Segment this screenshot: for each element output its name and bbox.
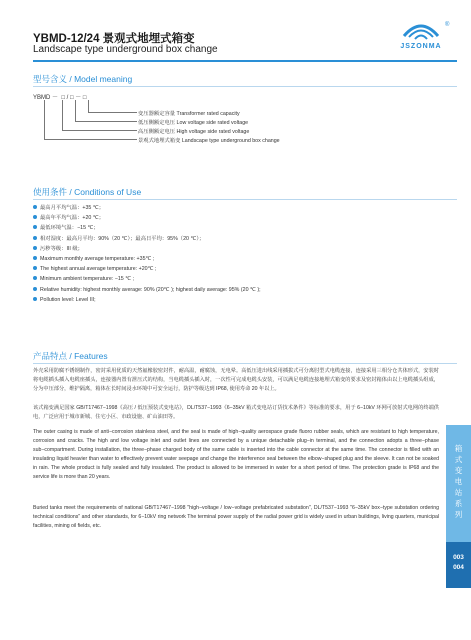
conditions-list-en [33, 254, 261, 305]
bullet-icon [33, 266, 37, 270]
model-heading: 型号含义 / Model meaning [33, 74, 133, 84]
list-item: The highest annual average temperature: +20℃ ; [33, 264, 261, 274]
list-item: 污秽等级：III 级； [33, 244, 204, 254]
bullet-icon [33, 215, 37, 219]
list-item: 最低环境气温：−15 ℃； [33, 223, 204, 233]
list-item: Maximum monthly average temperature: +35℃ ; [33, 254, 261, 264]
series-side-tab [446, 425, 471, 553]
features-paragraph-en: Buried tanks meet the requirements of national GB/T17467−1998 "high−voltage / low−voltage prefabricated substation", DL/T537−1993 "6−35kV box−type substation ordering technical conditions" and other standards, for 6−10kV ring network The terminal power supply of the radial power grid is widely used in urban buildings, living quarters, municipal facilities, mining oil fields, etc. [33, 505, 439, 529]
registered-mark: ® [445, 22, 450, 28]
model-code: YBMD － □ / □ － □ [33, 95, 87, 101]
bullet-icon [33, 287, 37, 291]
logo-emblem-icon [402, 22, 440, 42]
features-paragraph-en: The outer casing is made of anti−corrosion stainless steel, and the seal is made of high−quality aerospace grade fluoro rubber seals, which are resistant to high temperature, corrosion and cracks. The high and low voltage inlet and outlet lines are connected by a unique detachable plug−in terminal, and the connection adopts a three−phase sub−compartment. During installation, the three−phase charged body of the same cable is inserted into the cable connector at the same time. The connector is filled with an insulating liquid heavier than water to effectively prevent water seepage and change the interference seal between the elbow−shaped plug and the sleeve. It can not be soaked in rain. The whole product is fully sealed and fully insulated. The product is allowed to be immersed in water for a short period of time. The protection grade is IP68 and the service life is more than 20 years. [33, 429, 439, 480]
conditions-heading-divider [33, 199, 457, 200]
list-item: 最高年平均气温：+20 ℃； [33, 213, 204, 223]
logo-text: JSZONMA [400, 43, 442, 50]
bullet-icon [33, 225, 37, 229]
series-side-tab-label: 箱 式 变 电 站 系 列 [454, 444, 463, 519]
model-item: 变压器额定容量 Transformer rated capacity [138, 111, 240, 117]
model-item: 低压侧额定电压 Low voltage side rated voltage [138, 120, 249, 126]
page-number-tab [446, 542, 471, 588]
title-en: Landscape type underground box change [33, 44, 218, 55]
features-heading: 产品特点 / Features [33, 351, 108, 361]
list-item: Minimum ambient temperature: −15 ℃ ; [33, 274, 261, 284]
model-bracket [44, 100, 137, 140]
list-item: 最高月平均气温：+35 ℃； [33, 203, 204, 213]
bullet-icon [33, 205, 37, 209]
bullet-icon [33, 297, 37, 301]
features-heading-divider [33, 363, 457, 364]
conditions-heading: 使用条件 / Conditions of Use [33, 187, 142, 197]
title-cn: YBMD-12/24 景观式地埋式箱变 [33, 33, 195, 45]
bullet-icon [33, 246, 37, 250]
model-item: 高压侧额定电压 High voltage side rated voltage [138, 129, 250, 135]
list-item: 相对湿度：最高月平均：90%（20 ℃）；最高日平均：95%（20 ℃）； [33, 234, 204, 244]
list-item: Relative humidity: highest monthly average: 90% (20℃ ); highest daily average: 95% (20 ℃ ); [33, 285, 261, 295]
bullet-icon [33, 256, 37, 260]
features-paragraph-cn: 该式箱变满足国家 GB/T17467−1998《高压 / 低压预装式变电站》，DL/T537−1993《6−35kV 箱式变电站订货技术条件》等标准的要求，用于 6−10kV 环网可放射式电网的终端供电，广泛应用于城市新城、住宅小区、市政设施、矿山油田等。 [33, 405, 439, 420]
list-item: Pollution level: Level III; [33, 295, 261, 305]
page-number: 004 [453, 564, 464, 571]
bullet-icon [33, 276, 37, 280]
conditions-list-cn [33, 203, 204, 254]
features-paragraph-cn: 外壳采用防腐不锈钢制作，密封采用优质的天然氟橡胶密封件，耐高温，耐腐蚀，无电晕。高低压进出线采用插拔式可分离肘型式电缆连接，连接采用三相分仓共体形式，安装时将电缆插头插入电缆座插头，连接器内置有泄压式的结构，当电缆插头插入时，一次性可完成电缆头安装，可以满足电缆连接地埋式箱变的要求及密封箱体由以上电缆插头组成，分为中压部分，维护隔离，箱体在长时间浸水环境中可安全运行，防护等级达到 IP68, 使用寿命 20 年以上。 [33, 368, 439, 392]
header-divider [33, 60, 457, 62]
model-item: 景观式地埋式箱变 Landscape type underground box change [138, 138, 280, 144]
model-heading-divider [33, 86, 457, 87]
page-number: 003 [453, 554, 464, 561]
bullet-icon [33, 236, 37, 240]
